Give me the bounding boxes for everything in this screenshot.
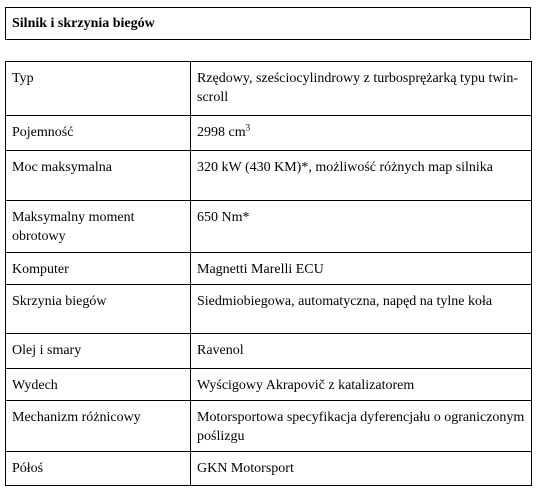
table-row (6, 253, 532, 285)
table-row (6, 62, 532, 116)
value-superscript: 3 (245, 122, 251, 133)
row-label: Skrzynia biegów (6, 285, 191, 334)
row-value: Wyścigowy Akrapovič z katalizatorem (191, 369, 532, 401)
row-label: Komputer (6, 253, 191, 285)
row-value: GKN Motorsport (191, 452, 532, 486)
specs-table (5, 61, 532, 486)
table-row (6, 334, 532, 369)
row-label: Moc maksymalna (6, 151, 191, 201)
row-label: Pojemność (6, 116, 191, 151)
row-label: Maksymalny moment obrotowy (6, 201, 191, 253)
row-value: Motorsportowa specyfikacja dyferencjału o ograniczonym poślizgu (191, 401, 532, 452)
section-header (5, 7, 531, 40)
row-value: Ravenol (191, 334, 532, 369)
value-text: 2998 cm (197, 125, 246, 140)
row-value: Magnetti Marelli ECU (191, 253, 532, 285)
row-label: Mechanizm różnicowy (6, 401, 191, 452)
table-row (6, 452, 532, 486)
table-row (6, 201, 532, 253)
row-label: Olej i smary (6, 334, 191, 369)
table-row (6, 116, 532, 151)
table-row (6, 401, 532, 452)
row-value: Rzędowy, sześciocylindrowy z turbosprężarką typu twin-scroll (191, 62, 532, 116)
row-label: Wydech (6, 369, 191, 401)
row-value (191, 116, 532, 151)
table-row (6, 369, 532, 401)
table-row (6, 151, 532, 201)
row-label: Półoś (6, 452, 191, 486)
table-row (6, 285, 532, 334)
row-value: 650 Nm* (191, 201, 532, 253)
row-value: 320 kW (430 KM)*, możliwość różnych map silnika (191, 151, 532, 201)
section-title: Silnik i skrzynia biegów (12, 16, 155, 31)
row-label: Typ (6, 62, 191, 116)
row-value: Siedmiobiegowa, automatyczna, napęd na tylne koła (191, 285, 532, 334)
